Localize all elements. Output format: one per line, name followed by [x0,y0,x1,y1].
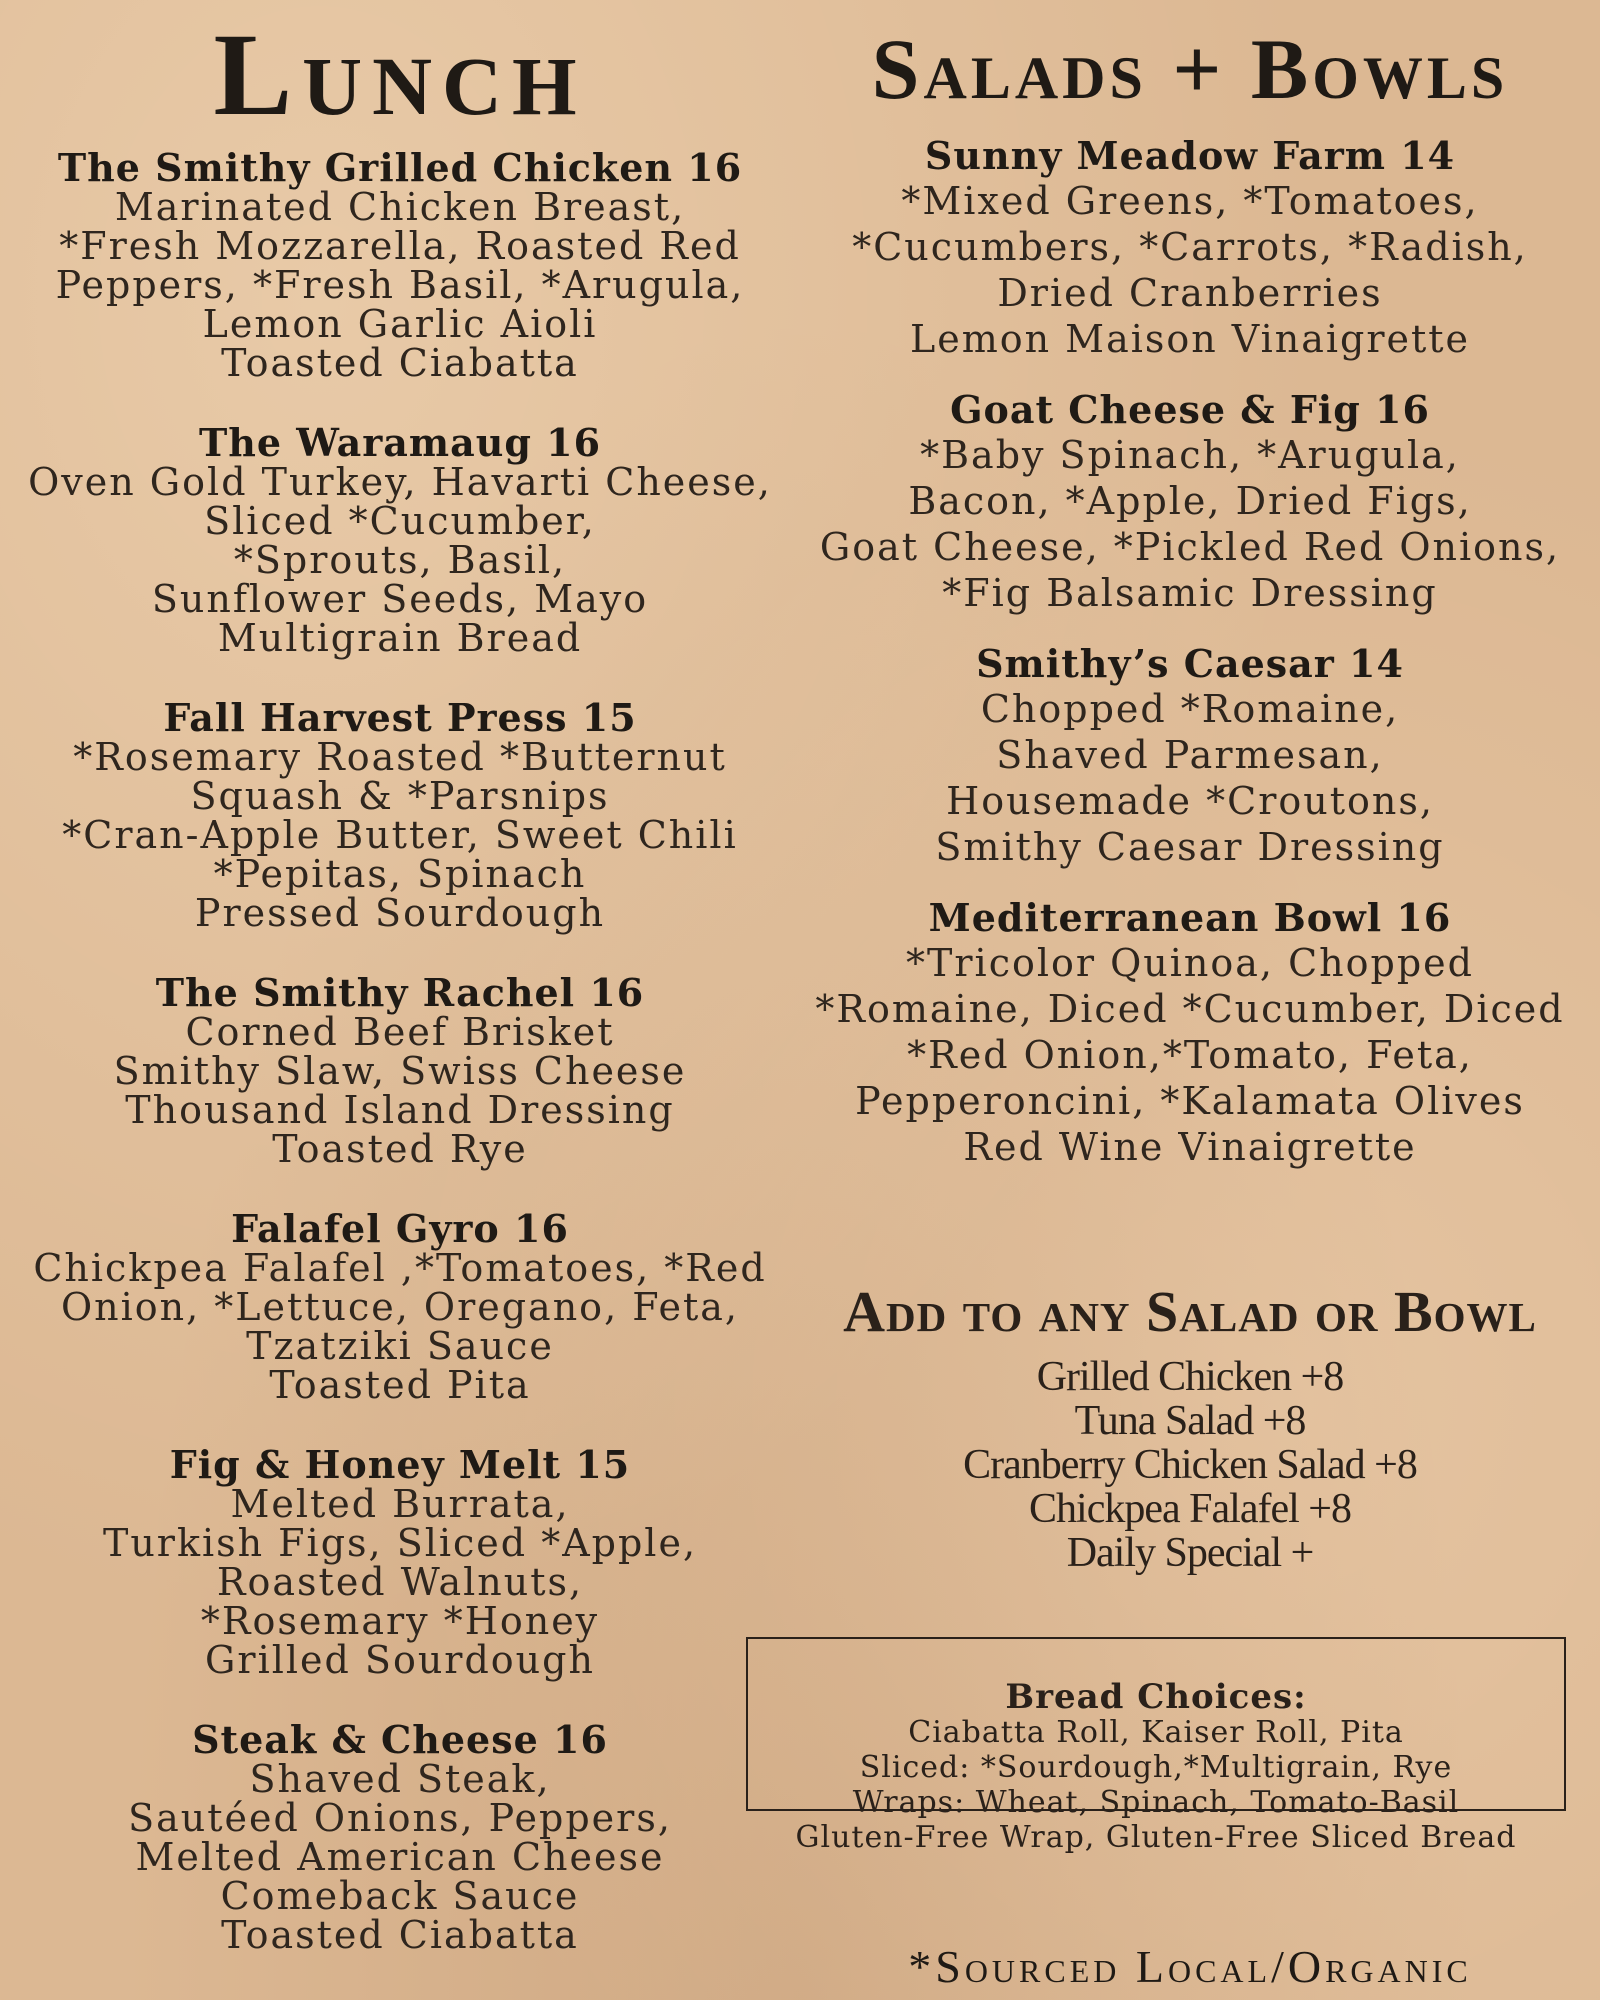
menu-item [0,970,800,1171]
item-desc-line: Onion, *Lettuce, Oregano, Feta, [60,1285,740,1329]
item-desc-line: *Baby Spinach, *Arugula, [920,433,1460,477]
addon-item: Grilled Chicken +8 [1036,1354,1344,1400]
item-name: The Smithy Grilled Chicken 16 [57,145,743,190]
lunch-items [0,145,800,1957]
item-desc-line: Shaved Steak, [249,1757,551,1801]
item-desc-line: Pepperoncini, *Kalamata Olives [855,1079,1525,1123]
item-desc-line: *Fig Balsamic Dressing [942,571,1438,615]
item-desc-line: Housemade *Croutons, [946,779,1434,823]
menu-item [0,695,800,935]
item-desc-line: Turkish Figs, Sliced *Apple, [102,1521,698,1565]
item-desc-line: *Pepitas, Spinach [213,852,587,896]
item-name: Sunny Meadow Farm 14 [924,133,1456,178]
item-desc-line: Multigrain Bread [217,616,583,660]
menu-item [0,1717,800,1957]
item-desc-line: Thousand Island Dressing [125,1088,675,1132]
item-desc-line: Comeback Sauce [220,1874,580,1918]
item-desc-line: Pressed Sourdough [194,891,606,935]
item-name: The Waramaug 16 [198,420,602,465]
item-name: Steak & Cheese 16 [192,1717,608,1762]
item-desc-line: Toasted Ciabatta [221,341,579,385]
item-desc-line: Smithy Caesar Dressing [935,825,1445,869]
sourcing-footnote: *Sourced Local/Organic [908,1941,1472,1992]
item-desc-line: Marinated Chicken Breast, [114,185,686,229]
addon-item: Tuna Salad +8 [1074,1398,1306,1444]
item-desc-line: Goat Cheese, *Pickled Red Onions, [819,525,1561,569]
item-desc-line: Roasted Walnuts, [216,1560,584,1604]
item-desc-line: *Sprouts, Basil, [233,538,567,582]
item-name: The Smithy Rachel 16 [155,970,645,1015]
item-desc-line: *Mixed Greens, *Tomatoes, [901,179,1479,223]
item-desc-line: Sunflower Seeds, Mayo [151,577,649,621]
item-desc-line: Shaved Parmesan, [996,733,1384,777]
menu-item [0,420,800,660]
item-desc-line: Sliced *Cucumber, [204,499,596,543]
item-desc-line: Squash & *Parsnips [190,774,610,818]
item-desc-line: *Rosemary *Honey [200,1599,600,1643]
item-desc-line: Melted American Cheese [135,1835,665,1879]
item-name: Fall Harvest Press 15 [163,695,637,740]
menu-item [780,134,1600,362]
lunch-title: Lunch [213,9,587,140]
item-desc-line: *Tricolor Quinoa, Chopped [906,941,1474,985]
addon-item: Daily Special + [1066,1530,1314,1576]
item-desc-line: Lemon Maison Vinaigrette [909,317,1471,361]
item-desc-line: Bacon, *Apple, Dried Figs, [908,479,1472,523]
item-desc-line: *Romaine, Diced *Cucumber, Diced [815,987,1565,1031]
item-name: Mediterranean Bowl 16 [928,895,1452,940]
item-desc-line: Red Wine Vinaigrette [963,1125,1417,1169]
addon-item: Cranberry Chicken Salad +8 [963,1442,1417,1488]
item-desc-line: Lemon Garlic Aioli [202,302,598,346]
menu-item [0,145,800,385]
bread-choices-box [746,1637,1566,1855]
salad-items [780,134,1600,1170]
salads-title: Salads + Bowls [871,21,1509,117]
menu-item [780,642,1600,870]
bread-line: Sliced: *Sourdough,*Multigrain, Rye [859,1750,1453,1785]
item-desc-line: Toasted Pita [269,1363,531,1407]
addons-title: Add to any Salad or Bowl [843,1279,1537,1344]
item-name: Falafel Gyro 16 [231,1206,569,1251]
menu-item [780,896,1600,1170]
item-desc-line: Tzatziki Sauce [246,1324,554,1368]
item-desc-line: Toasted Ciabatta [221,1913,579,1957]
menu-item [780,388,1600,616]
addons-section [780,1278,1600,1575]
salads-column [780,0,1600,1196]
bread-line: Gluten-Free Wrap, Gluten-Free Sliced Bread [795,1820,1517,1855]
bread-line: Wraps: Wheat, Spinach, Tomato-Basil [852,1785,1460,1820]
item-desc-line: *Red Onion,*Tomato, Feta, [907,1033,1473,1077]
addon-item: Chickpea Falafel +8 [1029,1486,1351,1532]
item-desc-line: Dried Cranberries [997,271,1383,315]
item-desc-line: Chopped *Romaine, [980,687,1400,731]
item-desc-line: *Rosemary Roasted *Butternut [73,735,727,779]
bread-line: Ciabatta Roll, Kaiser Roll, Pita [908,1715,1404,1750]
bread-title: Bread Choices: [1005,1677,1307,1717]
item-name: Goat Cheese & Fig 16 [950,387,1430,432]
item-desc-line: Toasted Rye [272,1127,528,1171]
menu-item [0,1206,800,1407]
item-desc-line: Melted Burrata, [230,1482,570,1526]
item-desc-line: Sautéed Onions, Peppers, [128,1796,672,1840]
item-desc-line: *Fresh Mozzarella, Roasted Red [59,224,741,268]
item-name: Fig & Honey Melt 15 [169,1442,631,1487]
item-desc-line: *Cran-Apple Butter, Sweet Chili [62,813,738,857]
item-desc-line: Chickpea Falafel ,*Tomatoes, *Red [33,1246,767,1290]
item-desc-line: Oven Gold Turkey, Havarti Cheese, [28,460,772,504]
lunch-column [0,0,800,1995]
item-desc-line: Corned Beef Brisket [185,1010,615,1054]
item-desc-line: Peppers, *Fresh Basil, *Arugula, [55,263,745,307]
menu-item [0,1442,800,1682]
item-desc-line: Smithy Slaw, Swiss Cheese [113,1049,687,1093]
item-desc-line: Grilled Sourdough [205,1638,595,1682]
item-desc-line: *Cucumbers, *Carrots, *Radish, [852,225,1528,269]
item-name: Smithy’s Caesar 14 [976,641,1404,686]
